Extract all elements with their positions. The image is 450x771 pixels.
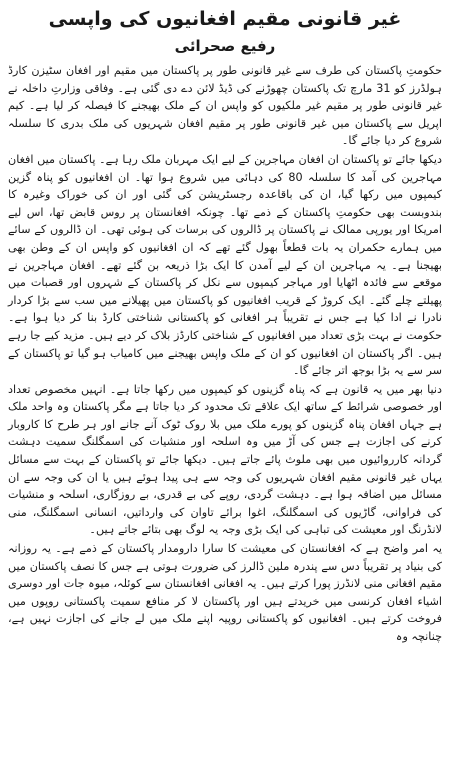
article-headline: غیر قانونی مقیم افغانیوں کی واپسی (48, 8, 402, 30)
article-paragraph: حکومتِ پاکستان کی طرف سے غیر قانونی طور پر پاکستان میں مقیم اور افغان سٹیزن کارڈ ہولڈرز کو 31 مارچ تک پاکستان چھوڑنے کی ڈیڈ لائن دے دی گئی ہے۔ وفاقی وزارتِ داخلہ نے غیر قانونی طور پر مقیم غیر ملکیوں کو واپس ان کے ملک بھیجنے کا فیصلہ کر لیا ہے۔ کیم اپریل سے پاکستان میں غیر قانونی طور پر مقیم افغان شہریوں کی ملک بدری کا سلسلہ شروع کر دیا جائے گا۔ (8, 64, 442, 148)
article-paragraph: یہ امر واضح ہے کہ افغانستان کی معیشت کا سارا دارومدار پاکستان کے ذمے ہے۔ یہ روزانہ کی بنیاد پر تقریباً دس سے پندرہ ملین ڈالرز کی ضرورت ہوتی ہے جس کا نصف پاکستان میں مقیم افغانی منی لانڈرز پورا کرتے ہیں۔ یہ افغانی افغانستان سے کوئلہ، میوہ جات اور دوسری اشیاء افغان کرنسی میں خریدتے ہیں اور پاکستان لا کر منافع سمیت پاکستانی روپوں میں فروخت کرتے ہیں۔ افغانیوں کو پاکستانی روپیہ اپنے ملک میں لے جانے کی اجازت نہیں ہے، چنانچہ وہ (8, 542, 442, 643)
article-paragraph: دیکھا جائے تو پاکستان ان افغان مہاجرین کے لیے ایک مہربان ملک رہا ہے۔ پاکستان میں افغان مہاجرین کی آمد کا سلسلہ 80 کی دہائی میں شروع ہوا تھا۔ ان افغانیوں کو پناہ گزین کیمپوں میں رکھا گیا، ان کی باقاعدہ رجسٹریشن کی گئی اور ان کی خوراک وغیرہ کا بندوبست بھی حکومتِ پاکستان کے ذمے تھا۔ چونکہ افغانستان پر روس قابض تھا، اس لیے امریکا اور یورپی ممالک نے پاکستان پر ڈالروں کی برسات کی ہوئی تھی۔ ان ڈالروں کے سائے میں ہمارے حکمران یہ بات قطعاً بھول گئے تھے کہ ان افغانیوں کو واپس ان کے وطن بھی بھیجنا ہے۔ یہ مہاجرین ان کے لیے آمدن کا ایک بڑا ذریعہ بن گئے تھے۔ افغان مہاجرین نے موقعے سے فائدہ اٹھایا اور مہاجر کیمپوں سے نکل کر پاکستان کے شہروں اور قصبات میں پھیلتے چلے گئے۔ ایک کروڑ کے قریب افغانیوں کو پاکستان میں پھیلانے میں سب سے بڑا کردار نادرا نے ادا کیا ہے جس نے تقریباً ہر افغانی کو پاکستانی شناختی کارڈ بنا کر دیا ہوا ہے۔ حکومت نے بہت بڑی تعداد میں افغانیوں کے شناختی کارڈز بلاک کر دیے ہیں۔ مزید کیے جا رہے ہیں۔ اگر پاکستان ان افغانیوں کو ان کے ملک واپس بھیجنے میں کامیاب ہو گیا تو پاکستان کے سر سے یہ بڑا بوجھ اتر جائے گا۔ (8, 152, 442, 378)
article-paragraph: دنیا بھر میں یہ قانون ہے کہ پناہ گزینوں کو کیمپوں میں رکھا جاتا ہے۔ انہیں مخصوص تعداد اور خصوصی شرائط کے ساتھ ایک علاقے تک محدود کر دیا جاتا ہے مگر پاکستان وہ واحد ملک ہے جہاں افغان پناہ گزینوں کو پورے ملک میں بلا روک ٹوک آنے جانے اور ہر طرح کا کاروبار کرنے کی اجازت ہے جس کی آڑ میں وہ اسلحہ اور منشیات کی اسمگلنگ سمیت دہشت گردانہ کارروائیوں میں بھی ملوث پائے جاتے ہیں۔ دیکھا جائے تو پاکستان کے بہت سے مسائل یہاں غیر قانونی مقیم افغان شہریوں کی وجہ سے ہی پیدا ہوئے ہیں یا ان کی وجہ سے ان مسائل میں اضافہ ہوا ہے۔ دہشت گردی، روپے کی بے قدری، بے روزگاری، اسلحہ و منشیات کی فراوانی، گاڑیوں کی اسمگلنگ، اغوا برائے تاوان کی وارداتیں، انسانی اسمگلنگ، منی لانڈرنگ اور معیشت کی تباہی کی ایک بڑی وجہ یہ لوگ بھی بتائے جاتے ہیں۔ (8, 382, 442, 537)
article-author: رفیع صحرائی (174, 37, 276, 55)
article-body (8, 62, 442, 646)
